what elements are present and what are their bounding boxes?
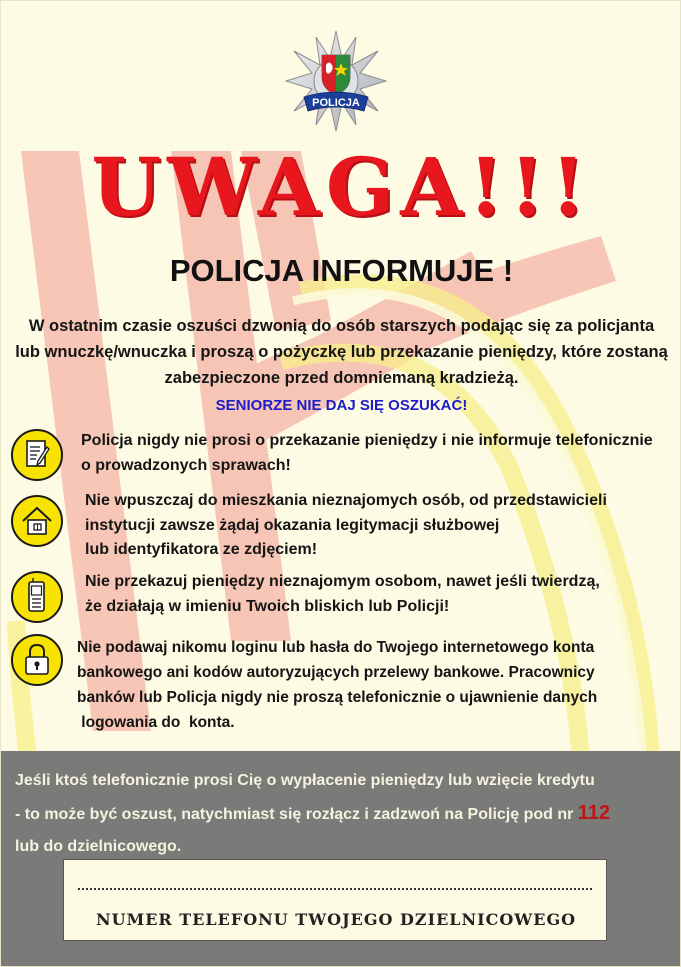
- tip-line: bankowego ani kodów autoryzujących przelewy bankowe. Pracownicy: [77, 664, 595, 681]
- intro-line: lub wnuczkę/wnuczka i proszą o pożyczkę lub przekazanie pieniędzy, które zostaną: [15, 343, 668, 361]
- tip-3: [85, 570, 675, 619]
- bottom-line: Jeśli ktoś telefonicznie prosi Cię o wypłacenie pieniędzy lub wzięcie kredytu: [15, 772, 595, 789]
- tip-line: logowania do konta.: [77, 714, 235, 731]
- number-fill-line: [78, 888, 592, 890]
- tip-2: [85, 489, 675, 563]
- tip-line: Policja nigdy nie prosi o przekazanie pieniędzy i nie informuje telefonicznie: [81, 432, 653, 449]
- tip-line: Nie podawaj nikomu loginu lub hasła do Twojego internetowego konta: [77, 639, 595, 656]
- bottom-line: lub do dzielnicowego.: [15, 838, 182, 855]
- badge-label: POLICJA: [312, 97, 360, 109]
- tip-line: Nie przekazuj pieniędzy nieznajomym osobom, nawet jeśli twierdzą,: [85, 573, 600, 590]
- bottom-line-2: [15, 797, 675, 831]
- emergency-number: 112: [577, 802, 611, 824]
- tip-4: [77, 635, 677, 735]
- bottom-line-text: - to może być oszust, natychmiast się rozłącz i zadzwoń na Policję pod nr: [15, 806, 578, 823]
- tip-line: o prowadzonych sprawach!: [81, 456, 291, 474]
- tip-1: [81, 429, 671, 478]
- house-icon: [11, 495, 63, 547]
- padlock-icon: [11, 634, 63, 686]
- intro-line: zabezpieczone przed domniemaną kradzieżą.: [164, 369, 519, 387]
- tip-line: że działają w imieniu Twoich bliskich lub Policji!: [85, 597, 450, 615]
- document-icon: [11, 429, 63, 481]
- intro-paragraph: [11, 313, 672, 391]
- bottom-message: [15, 765, 675, 863]
- district-officer-number-box: [63, 859, 607, 941]
- tip-line: Nie wpuszczaj do mieszkania nieznajomych osób, od przedstawicieli: [85, 492, 607, 509]
- subheadline: POLICJA INFORMUJE !: [169, 253, 514, 288]
- number-caption: NUMER TELEFONU TWOJEGO DZIELNICOWEGO: [95, 910, 577, 929]
- tip-line: lub identyfikatora ze zdjęciem!: [85, 541, 318, 558]
- police-badge-logo: [284, 29, 388, 133]
- tip-line: instytucji zawsze żądaj okazania legitymacji służbowej: [85, 516, 500, 534]
- headline: UWAGA!!!: [91, 140, 592, 234]
- phone-icon: [11, 571, 63, 623]
- intro-line: W ostatnim czasie oszuści dzwonią do osób starszych podając się za policjanta: [28, 317, 655, 335]
- warning-line: SENIORZE NIE DAJ SIĘ OSZUKAĆ!: [215, 397, 468, 414]
- tip-line: banków lub Policja nigdy nie proszą telefonicznie o ujawnienie danych: [77, 689, 598, 706]
